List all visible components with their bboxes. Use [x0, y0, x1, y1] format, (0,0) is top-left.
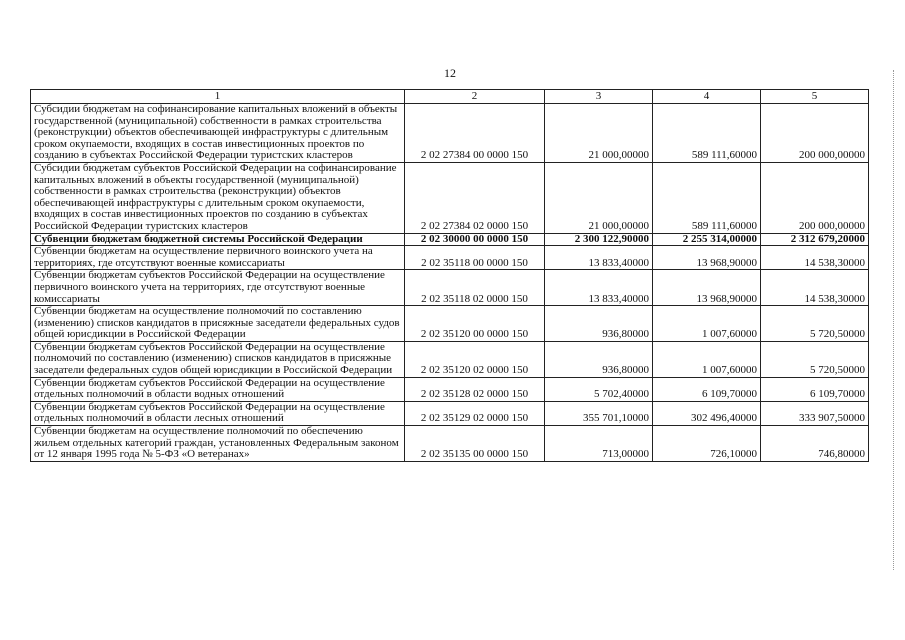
column-header: 2 [405, 90, 545, 104]
row-value-col5: 5 720,50000 [761, 306, 869, 342]
row-description: Субвенции бюджетам на осуществление полномочий по обеспечению жильем отдельных категорий граждан, установленных Федеральным законом от 12 января 1995 года № 5-ФЗ «О ветеранах» [31, 426, 405, 462]
row-value-col5: 333 907,50000 [761, 401, 869, 425]
row-value-col5: 200 000,00000 [761, 104, 869, 163]
row-value-col3: 13 833,40000 [545, 246, 653, 270]
row-budget-code: 2 02 35135 00 0000 150 [405, 426, 545, 462]
row-value-col4: 1 007,60000 [653, 306, 761, 342]
table-row [31, 401, 869, 425]
row-value-col5: 746,80000 [761, 426, 869, 462]
row-description: Субсидии бюджетам на софинансирование капитальных вложений в объекты государственной (муниципальной) собственности в рамках строительства (реконструкции) объектов обеспечивающей инфраструктуры с длительным сроком окупаемости, входящих в состав инвестиционных проектов по созданию в субъектах Российской Федерации туристских кластеров [31, 104, 405, 163]
table-row [31, 341, 869, 377]
row-value-col4: 13 968,90000 [653, 246, 761, 270]
row-value-col4: 589 111,60000 [653, 162, 761, 233]
column-header: 3 [545, 90, 653, 104]
table-row [31, 162, 869, 233]
table-row [31, 377, 869, 401]
page-number: 12 [444, 66, 456, 80]
row-value-col4: 13 968,90000 [653, 270, 761, 306]
table-row [31, 306, 869, 342]
table-row [31, 426, 869, 462]
row-value-col5: 5 720,50000 [761, 341, 869, 377]
row-description: Субвенции бюджетам субъектов Российской Федерации на осуществление первичного воинского учета на территориях, где отсутствуют военные комиссариаты [31, 270, 405, 306]
column-header: 4 [653, 90, 761, 104]
row-value-col3: 5 702,40000 [545, 377, 653, 401]
row-value-col4: 589 111,60000 [653, 104, 761, 163]
row-description: Субсидии бюджетам субъектов Российской Федерации на софинансирование капитальных вложений в объекты государственной (муниципальной) собственности в рамках строительства (реконструкции) объектов обеспечивающей инфраструктуры с длительным сроком окупаемости, входящих в состав инвестиционных проектов по созданию в субъектах Российской Федерации туристских кластеров [31, 162, 405, 233]
row-value-col3: 13 833,40000 [545, 270, 653, 306]
row-value-col5: 14 538,30000 [761, 246, 869, 270]
table-header-row [31, 90, 869, 104]
row-value-col4: 726,10000 [653, 426, 761, 462]
row-value-col3: 21 000,00000 [545, 104, 653, 163]
row-value-col3: 21 000,00000 [545, 162, 653, 233]
row-budget-code: 2 02 35118 00 0000 150 [405, 246, 545, 270]
row-value-col3: 713,00000 [545, 426, 653, 462]
row-description: Субвенции бюджетам на осуществление полномочий по составлению (изменению) списков кандидатов в присяжные заседатели федеральных судов общей юрисдикции в Российской Федерации [31, 306, 405, 342]
budget-table [30, 89, 869, 462]
table-row [31, 270, 869, 306]
table-row [31, 246, 869, 270]
row-description: Субвенции бюджетам субъектов Российской Федерации на осуществление полномочий по составлению (изменению) списков кандидатов в присяжные заседатели федеральных судов общей юрисдикции в Российской Федерации [31, 341, 405, 377]
row-budget-code: 2 02 35118 02 0000 150 [405, 270, 545, 306]
row-budget-code: 2 02 35128 02 0000 150 [405, 377, 545, 401]
row-budget-code: 2 02 30000 00 0000 150 [405, 233, 545, 246]
row-description: Субвенции бюджетам на осуществление первичного воинского учета на территориях, где отсутствуют военные комиссариаты [31, 246, 405, 270]
row-value-col4: 1 007,60000 [653, 341, 761, 377]
column-header: 5 [761, 90, 869, 104]
row-value-col4: 6 109,70000 [653, 377, 761, 401]
row-budget-code: 2 02 27384 00 0000 150 [405, 104, 545, 163]
row-value-col3: 936,80000 [545, 341, 653, 377]
row-value-col3: 2 300 122,90000 [545, 233, 653, 246]
row-value-col4: 2 255 314,00000 [653, 233, 761, 246]
row-budget-code: 2 02 35120 00 0000 150 [405, 306, 545, 342]
row-value-col5: 14 538,30000 [761, 270, 869, 306]
row-value-col3: 936,80000 [545, 306, 653, 342]
row-value-col5: 6 109,70000 [761, 377, 869, 401]
row-budget-code: 2 02 27384 02 0000 150 [405, 162, 545, 233]
scan-margin-line [893, 70, 896, 570]
row-value-col5: 200 000,00000 [761, 162, 869, 233]
table-row [31, 104, 869, 163]
row-value-col5: 2 312 679,20000 [761, 233, 869, 246]
row-value-col4: 302 496,40000 [653, 401, 761, 425]
table-body [31, 104, 869, 462]
row-description: Субвенции бюджетам субъектов Российской Федерации на осуществление отдельных полномочий в области водных отношений [31, 377, 405, 401]
row-budget-code: 2 02 35120 02 0000 150 [405, 341, 545, 377]
table-row-subtotal [31, 233, 869, 246]
row-value-col3: 355 701,10000 [545, 401, 653, 425]
row-description: Субвенции бюджетам субъектов Российской Федерации на осуществление отдельных полномочий в области лесных отношений [31, 401, 405, 425]
column-header: 1 [31, 90, 405, 104]
row-budget-code: 2 02 35129 02 0000 150 [405, 401, 545, 425]
row-description: Субвенции бюджетам бюджетной системы Российской Федерации [31, 233, 405, 246]
